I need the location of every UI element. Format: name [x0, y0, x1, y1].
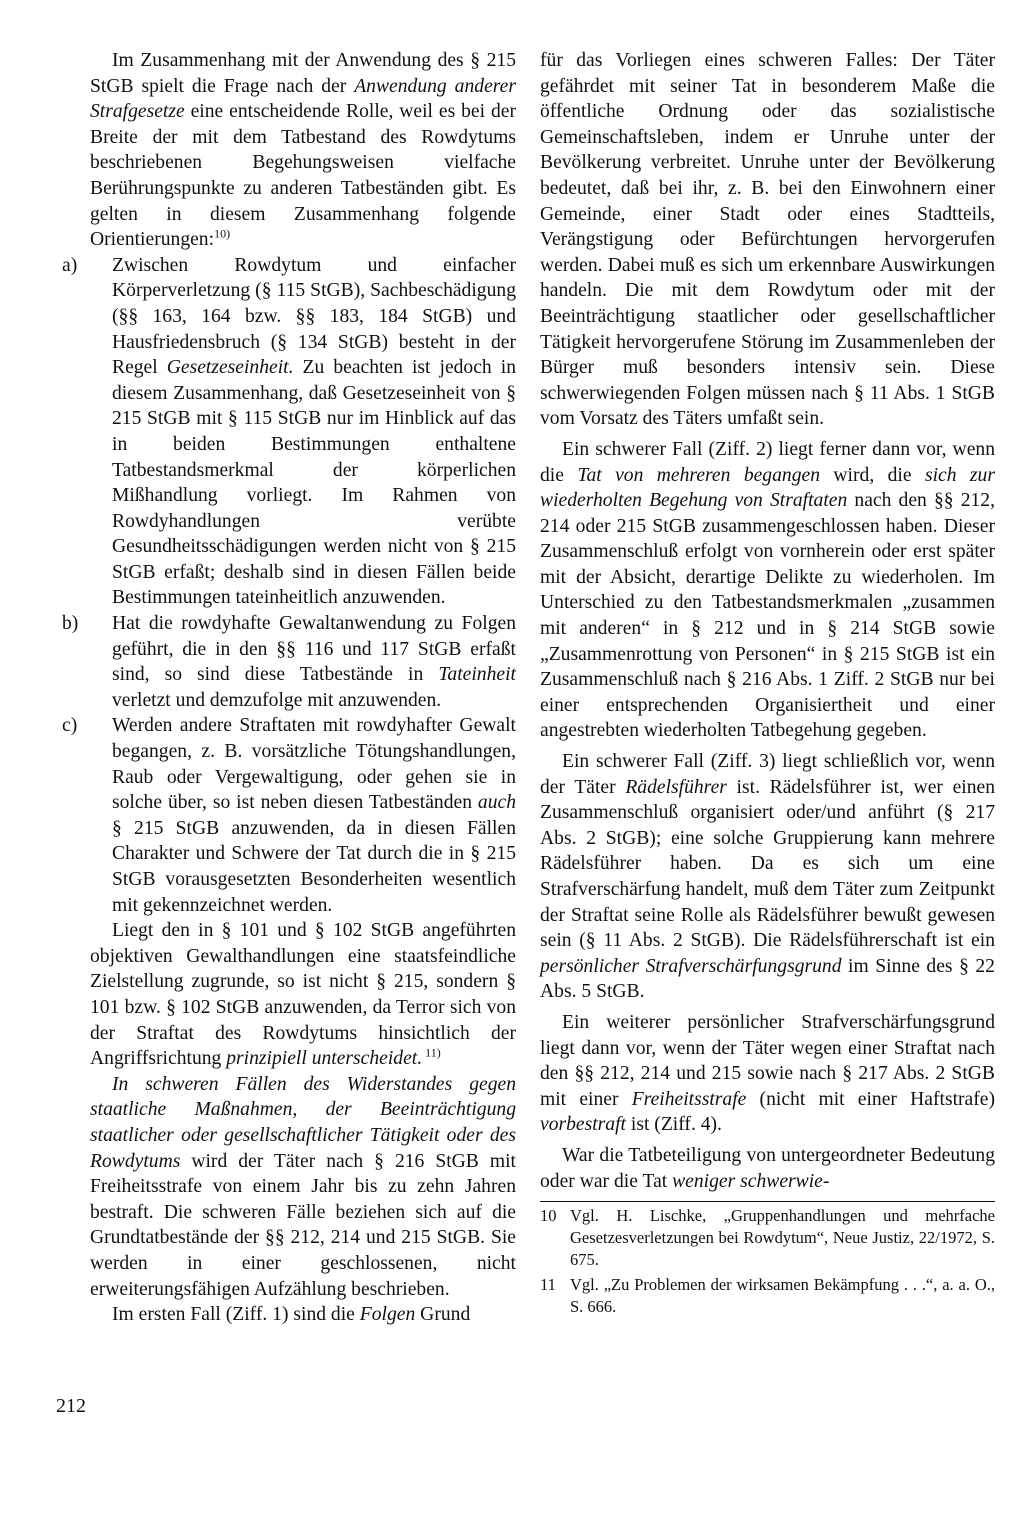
- paragraph: [540, 48, 995, 432]
- text-run: wird der Täter nach § 216 StGB mit Freiheitsstrafe von einem Jahr bis zu zehn Jahren bestraft. Die schweren Fälle beziehen sich auf die Grundtatbestände der §§ 212, 214 und 215 StGB. Sie werden in einer geschlossenen, nicht erweiterungsfähigen Aufzählung beschrieben.: [90, 1150, 516, 1300]
- text-run: eine entscheidende Rolle, weil es bei der Breite der mit dem Tatbestand des Rowdytums beschriebenen Begehungsweisen vielfache Berührungspunkte zu anderen Tatbeständen gibt. Es gelten in diesem Zusammenhang folgende Orientierungen:: [90, 101, 516, 251]
- paragraph: [540, 749, 995, 1005]
- text-run: Im Zusammenhang mit der Anwendung des § 215 StGB spielt die Frage nach der: [90, 50, 516, 97]
- footnote: [540, 1205, 995, 1271]
- emphasis-text: Tateinheit: [438, 664, 516, 686]
- text-run: Zu beachten ist jedoch in diesem Zusammenhang, daß Gesetzeseinheit von § 215 StGB mit § 115 StGB nur im Hinblick auf das in beiden Bestimmungen enthaltene Tatbestandsmerkmal der körperlichen Mißhandlung vorliegt. Im Rahmen von Rowdyhandlungen verübte Gesundheitsschädigungen werden nicht von § 215 StGB erfaßt; deshalb sind in diesen Fällen beide Bestimmungen tateinheitlich anzuwenden.: [112, 357, 516, 609]
- text-run: Ein schwerer Fall (Ziff. 2) liegt ferner dann vor, wenn die: [540, 438, 995, 486]
- emphasis-text: persönlicher Strafverschärfungsgrund: [540, 955, 842, 977]
- list-label: c): [62, 715, 78, 737]
- emphasis-text: auch: [477, 792, 516, 814]
- text-run: War die Tatbeteiligung von untergeordneter Bedeutung oder war die Tat: [540, 1144, 995, 1192]
- text-run: Grund: [415, 1304, 471, 1326]
- list-item-c: [62, 713, 516, 918]
- emphasis-text: prinzipiell unterscheidet.: [226, 1048, 423, 1070]
- list-item-b: [62, 611, 516, 713]
- paragraph: [90, 918, 516, 1072]
- emphasis-text: Anwendung anderer Strafgesetze: [90, 75, 516, 123]
- paragraph: [540, 1143, 995, 1194]
- text-run: Im ersten Fall (Ziff. 1) sind die: [112, 1304, 360, 1326]
- text-run: wird, die: [820, 464, 925, 486]
- paragraph: [90, 1072, 516, 1302]
- footnote-text: Vgl. H. Lischke, „Gruppenhandlungen und mehrfache Gesetzesverletzungen bei Rowdytum“, Neue Justiz, 22/1972, S. 675.: [570, 1206, 995, 1270]
- text-run: Ein schwerer Fall (Ziff. 3) liegt schließlich vor, wenn der Täter: [540, 751, 995, 798]
- emphasis-text: weniger schwerwie-: [672, 1170, 830, 1192]
- list-item-a: [62, 253, 516, 611]
- list-item-text: [112, 255, 516, 609]
- footnote-ref: 11): [422, 1045, 441, 1060]
- text-run: Werden andere Straftaten mit rowdyhafter Gewalt begangen, z. B. vorsätzliche Tötungshandlungen, Raub oder Vergewaltigung, oder gehen sie in solche über, so ist neben diesen Tatbeständen: [112, 715, 516, 814]
- emphasis-text: Gesetzeseinheit.: [166, 357, 294, 379]
- text-run: für das Vorliegen eines schweren Falles: Der Täter gefährdet mit seiner Tat in besonderem Maße die öffentliche Ordnung oder das sozialistische Gemeinschaftsleben, indem er Unruhe unter der Bevölkerung verbreitet. Unruhe unter der Bevölkerung bedeutet, daß bei ihr, z. B. bei den Einwohnern einer Gemeinde, einer Stadt oder eines Stadtteils, Verängstigung oder Befürchtungen hervorgerufen werden. Dabei muß es sich um erkennbare Auswirkungen handeln. Die mit dem Rowdytum oder mit der Beeinträchtigung staatlicher oder gesellschaftlicher Tätigkeit hervorgerufene Störung im Zusammenleben der Bürger muß besonders intensiv sein. Diese schwerwiegenden Folgen müssen nach § 11 Abs. 1 StGB vom Vorsatz des Täters umfaßt sein.: [540, 50, 995, 430]
- emphasis-text: Freiheitsstrafe: [631, 1088, 747, 1110]
- text-run: Hat die rowdyhafte Gewaltanwendung zu Folgen geführt, die in den §§ 116 und 117 StGB erfaßt sind, so sind diese Tatbestände in: [112, 613, 516, 686]
- paragraph: [540, 437, 995, 744]
- right-column: [540, 48, 995, 1318]
- list-label: b): [62, 613, 79, 635]
- emphasis-text: vorbestraft: [540, 1114, 626, 1136]
- footnote-number: 10: [540, 1206, 557, 1226]
- list-item-text: [112, 613, 516, 711]
- text-run: im Sinne des § 22 Abs. 5 StGB.: [540, 955, 995, 1003]
- emphasis-text: Rädelsführer: [625, 776, 727, 798]
- text-run: ist. Rädelsführer ist, wer einen Zusammenschluß organisiert oder/und anführt (§ 217 Abs. 2 StGB); eine solche Gruppierung kann mehrere Rädelsführer haben. Da es sich um eine Strafverschärfung handelt, muß dem Täter zum Zeitpunkt der Straftat seine Rolle als Rädelsführer bewußt gewesen sein (§ 11 Abs. 2 StGB). Die Rädelsführerschaft ist ein: [540, 776, 995, 952]
- text-run: (nicht mit einer Haftstrafe): [746, 1088, 996, 1110]
- emphasis-text: sich zur wiederholten Begehung von Straftaten: [540, 464, 995, 512]
- emphasis-text: Folgen: [359, 1304, 416, 1326]
- footnote: [540, 1274, 995, 1318]
- text-run: ist (Ziff. 4).: [626, 1114, 722, 1136]
- footnote-ref: 10): [214, 226, 231, 241]
- text-run: Liegt den in § 101 und § 102 StGB angeführten objektiven Gewalthandlungen eine staatsfeindliche Zielstellung zugrunde, so ist nicht § 215, sondern § 101 bzw. § 102 StGB anzuwenden, da Terror sich von der Straftat des Rowdytums hinsichtlich der Angriffsrichtung: [90, 920, 516, 1070]
- intro-paragraph: [90, 48, 516, 253]
- emphasis-text: Tat von mehreren begangen: [577, 464, 820, 486]
- text-run: Zwischen Rowdytum und einfacher Körperverletzung (§ 115 StGB), Sachbeschädigung (§§ 163, 164 bzw. §§ 183, 184 StGB) und Hausfriedensbruch (§ 134 StGB) besteht in der Regel: [112, 254, 516, 379]
- footnote-divider: [540, 1201, 995, 1202]
- footnote-number: 11: [540, 1275, 556, 1295]
- page-number: 212: [56, 1395, 86, 1417]
- paragraph: [540, 1010, 995, 1138]
- list-item-text: [112, 715, 516, 915]
- list-label: a): [62, 254, 78, 276]
- paragraph: [90, 1302, 516, 1328]
- text-run: § 215 StGB anzuwenden, da in diesen Fällen Charakter und Schwere der Tat durch die in § 215 StGB vorausgesetzten Besonderheiten wesentlich mit gekennzeichnet werden.: [112, 817, 516, 916]
- left-column: [62, 48, 516, 1328]
- emphasis-text: In schweren Fällen des Widerstandes gegen staatliche Maßnahmen, der Beeinträchtigung staatlicher oder gesellschaftlicher Tätigkeit oder des Rowdytums: [90, 1073, 516, 1172]
- text-run: Ein weiterer persönlicher Strafverschärfungsgrund liegt dann vor, wenn der Täter wegen einer Straftat nach den §§ 212, 214 und 215 sowie nach § 217 Abs. 2 StGB mit einer: [540, 1011, 995, 1110]
- text-run: verletzt und demzufolge mit anzuwenden.: [112, 689, 442, 711]
- text-run: nach den §§ 212, 214 oder 215 StGB zusammengeschlossen haben. Dieser Zusammenschluß erfolgt von vornherein oder erst später mit der Absicht, derartige Delikte zu wiederholen. Im Unterschied zu den Tatbestandsmerkmalen „zusammen mit anderen“ in § 212 und in § 214 StGB sowie „Zusammenrottung von Personen“ in § 215 StGB ist ein Zusammenschluß nach § 216 Abs. 1 Ziff. 2 StGB nur bei einer entsprechenden Organisiertheit und einer angestrebten wiederholten Tatbegehung gegeben.: [540, 490, 995, 742]
- footnote-text: Vgl. „Zu Problemen der wirksamen Bekämpfung . . .“, a. a. O., S. 666.: [570, 1275, 995, 1317]
